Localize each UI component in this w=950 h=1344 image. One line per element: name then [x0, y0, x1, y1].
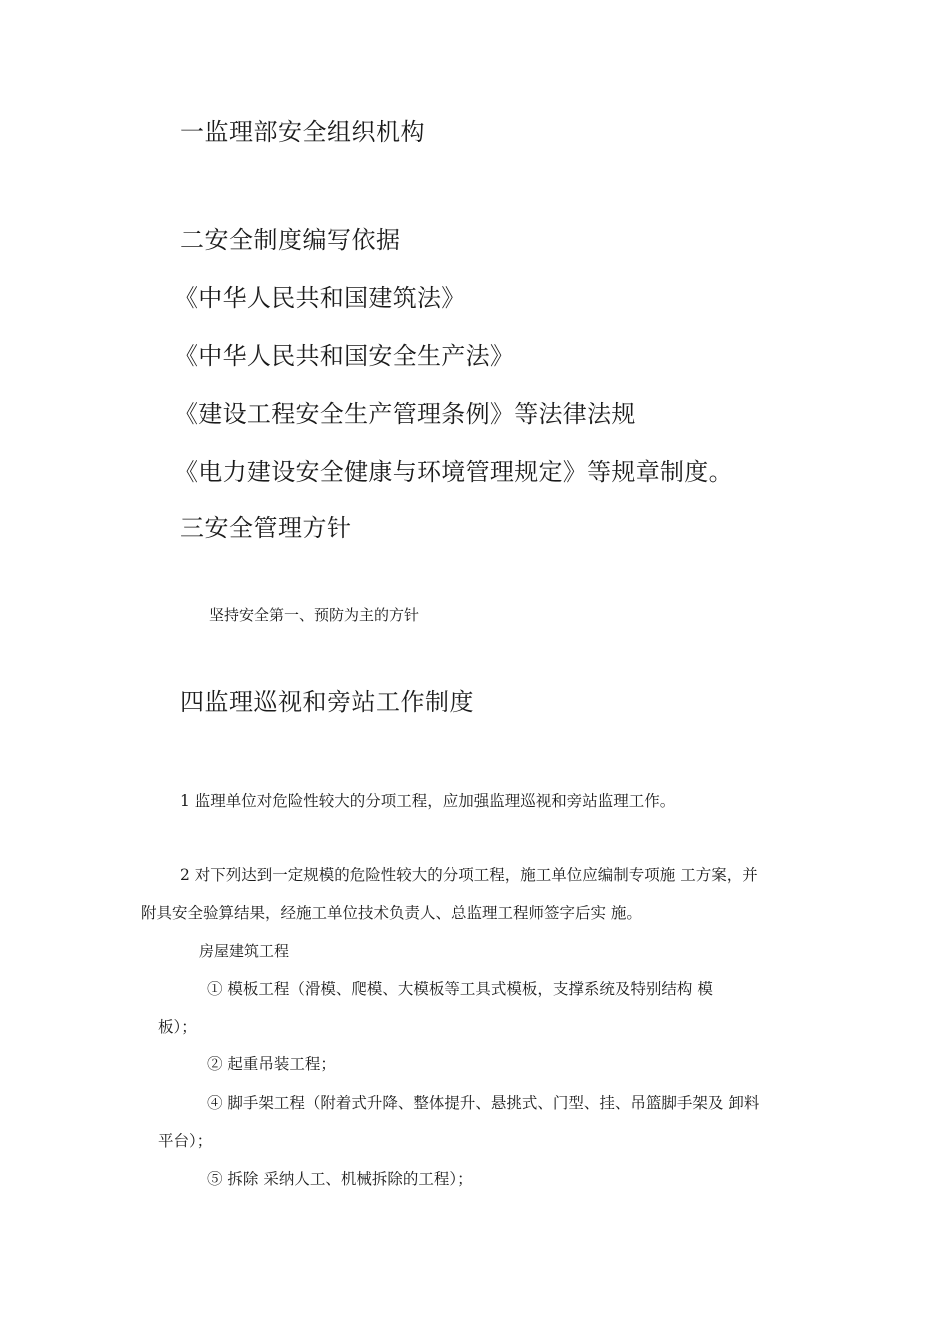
sub-item-1-line-1: ① 模板工程（滑模、爬模、大模板等工具式模板，支撑系统及特别结构 模	[207, 980, 713, 998]
section-4-heading: 四监理巡视和旁站工作制度	[180, 688, 474, 716]
item-2-text-line-2: 附具安全验算结果，经施工单位技术负责人、总监理工程师签字后实 施。	[141, 904, 642, 922]
section-2-heading: 二安全制度编写依据	[180, 226, 401, 254]
law-reference: 《中华人民共和国安全生产法》	[174, 342, 515, 370]
section-3-heading: 三安全管理方针	[180, 514, 352, 542]
item-2-text-line-1: 2 对下列达到一定规模的危险性较大的分项工程，施工单位应编制专项施 工方案，并	[180, 866, 758, 884]
section-3-body: 坚持安全第一、预防为主的方针	[209, 606, 420, 624]
subsection-title: 房屋建筑工程	[199, 942, 290, 960]
sub-item-1-line-2: 板）；	[158, 1018, 197, 1036]
sub-item-5: ⑤ 拆除 采纳人工、机械拆除的工程）；	[207, 1170, 473, 1188]
section-1-heading: 一监理部安全组织机构	[180, 118, 425, 146]
sub-item-4-line-1: ④ 脚手架工程（附着式升降、整体提升、悬挑式、门型、挂、吊篮脚手架及 卸料	[207, 1094, 760, 1112]
law-reference: 《建设工程安全生产管理条例》等法律法规	[174, 400, 636, 428]
sub-item-2: ② 起重吊装工程；	[207, 1055, 336, 1073]
law-reference: 《电力建设安全健康与环境管理规定》等规章制度。	[174, 458, 733, 486]
item-1-text: 1 监理单位对危险性较大的分项工程，应加强监理巡视和旁站监理工作。	[180, 792, 676, 810]
sub-item-4-line-2: 平台）；	[158, 1132, 213, 1150]
law-reference: 《中华人民共和国建筑法》	[174, 284, 466, 312]
